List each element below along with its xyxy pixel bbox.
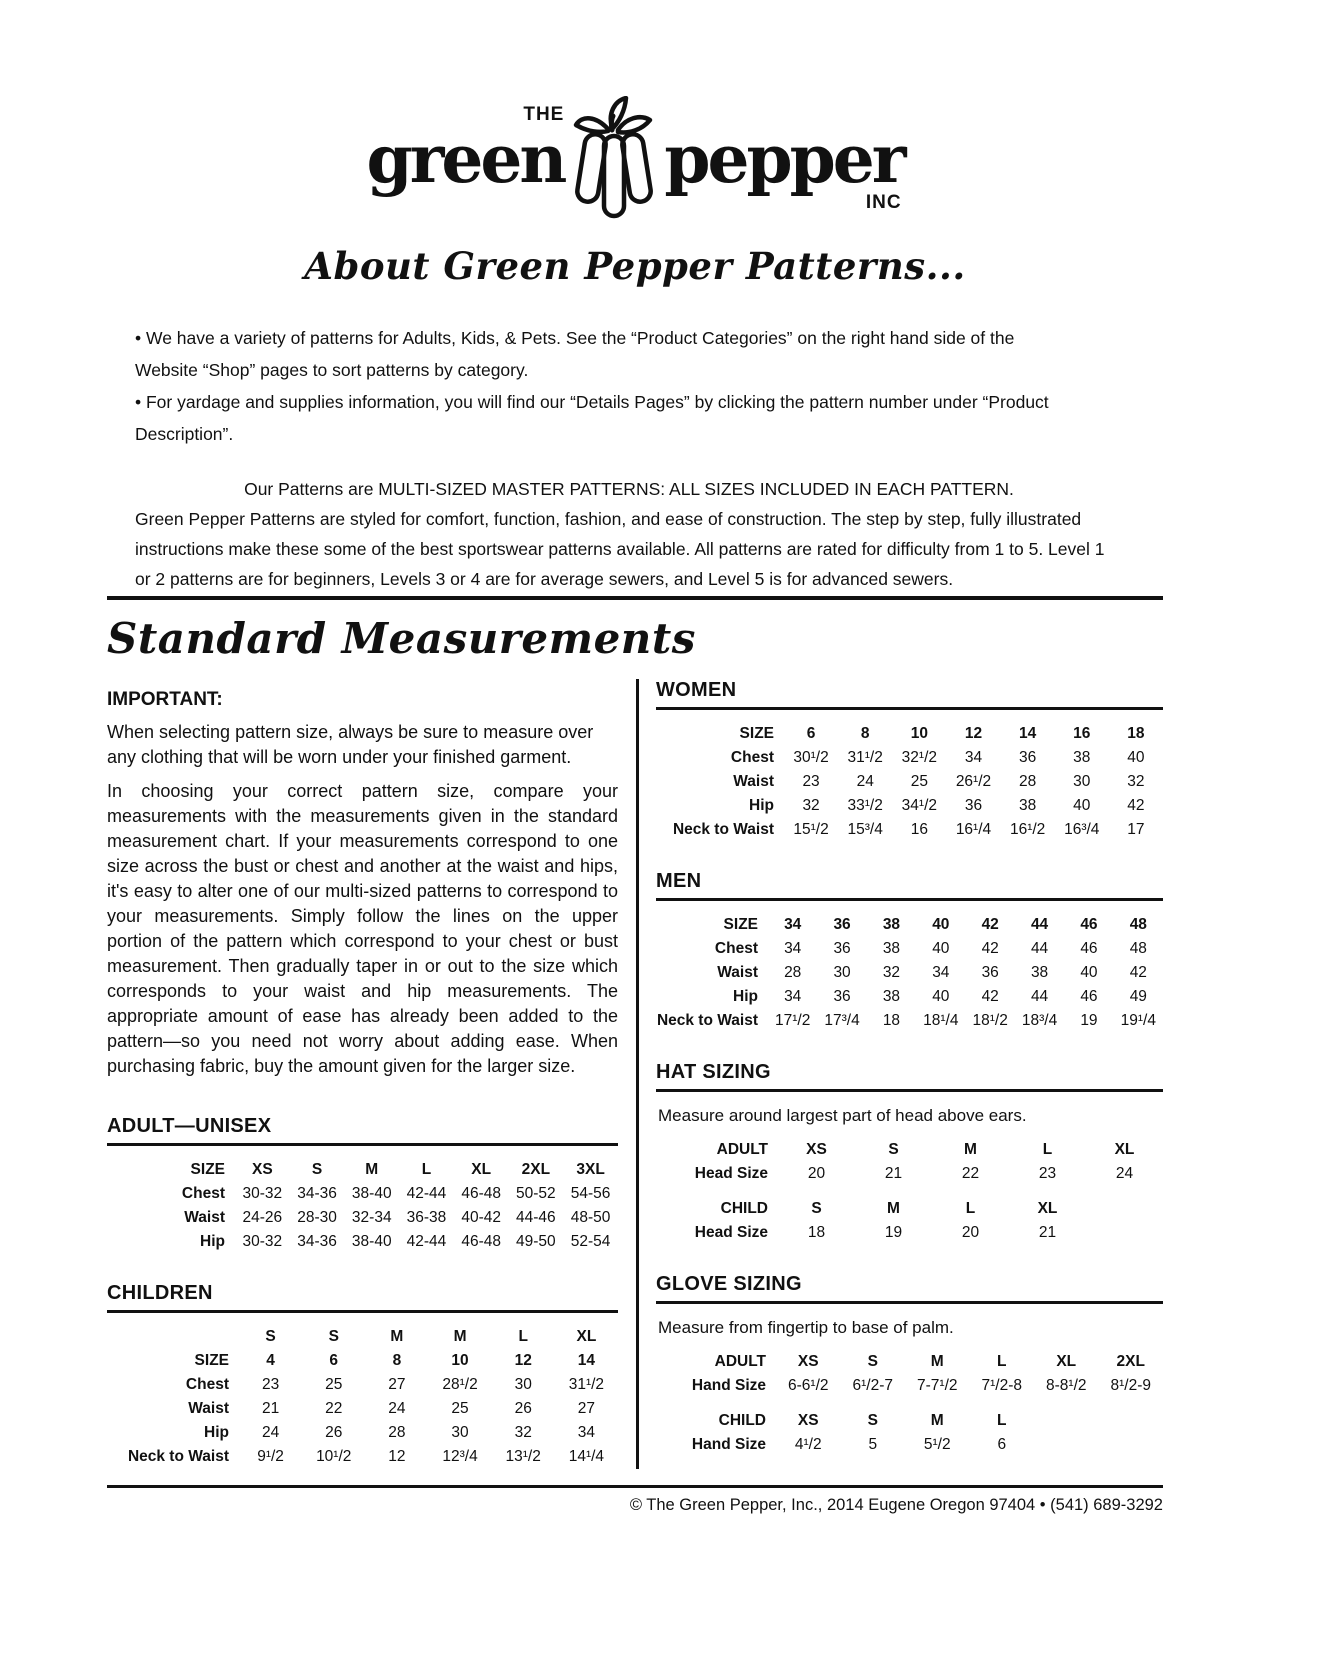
- measurement-cell: 40: [1080, 964, 1098, 981]
- measurement-cell: 4¹/2: [794, 1436, 822, 1453]
- measurement-cell: 6¹/2-7: [852, 1377, 893, 1394]
- logo-pepper-wrap: [664, 120, 904, 213]
- measurement-cell: [1099, 1398, 1164, 1433]
- women-table-body: [656, 722, 1163, 842]
- measurement-cell: 34: [932, 964, 950, 981]
- measurement-cell: 18³/4: [1021, 1012, 1058, 1029]
- measurement-cell: 20: [807, 1165, 826, 1182]
- measurement-cell: 21: [884, 1165, 903, 1182]
- row-label: SIZE: [190, 1161, 225, 1178]
- row-label: Waist: [717, 964, 758, 981]
- measurement-cell: 40: [1073, 797, 1091, 814]
- measurement-cell: [1086, 1221, 1163, 1245]
- measurement-cell: 14: [1019, 725, 1037, 742]
- measurement-cell: 42: [981, 940, 999, 957]
- measurement-cell: 42: [981, 916, 999, 933]
- logo-inc-text: INC: [865, 192, 902, 213]
- measurement-cell: 25: [325, 1376, 343, 1393]
- table-row: [656, 1433, 1163, 1457]
- measurement-cell: S: [867, 1353, 878, 1370]
- measurement-cell: 12: [514, 1352, 532, 1369]
- measurement-cell: L: [997, 1412, 1007, 1429]
- measurement-cell: 25: [910, 773, 928, 790]
- table-row: [107, 1158, 618, 1182]
- row-label: SIZE: [194, 1352, 229, 1369]
- glove-sizing-table-body: [656, 1350, 1163, 1457]
- measurement-cell: 24-26: [242, 1209, 283, 1226]
- measurement-cell: 7-7¹/2: [917, 1377, 958, 1394]
- measurement-cell: 42: [1129, 964, 1147, 981]
- table-row: [107, 1445, 618, 1469]
- measurement-cell: 42-44: [406, 1185, 447, 1202]
- measurement-cell: 38: [882, 988, 901, 1005]
- measurement-cell: 34: [784, 916, 802, 933]
- measurement-cell: 54-56: [570, 1185, 611, 1202]
- measurement-cell: 16³/4: [1064, 821, 1100, 838]
- intro-paragraph-body: Green Pepper Patterns are styled for comfort, function, fashion, and ease of construction. The step by step, fully illustrated instructions make these some of the best sportswear patterns available. All patterns are rated for difficulty from 1 to 5. Level 1 or 2 patterns are for beginners, Levels 3 or 4 are for average sewers, and Level 5 is for advanced sewers.: [135, 509, 1105, 589]
- measurement-cell: 24: [261, 1424, 280, 1441]
- measurement-cell: L: [1042, 1141, 1053, 1158]
- table-row: [107, 1349, 618, 1373]
- measurement-cell: 10: [910, 725, 928, 742]
- table-row: [107, 1182, 618, 1206]
- logo-pepper-text: pepper: [664, 120, 904, 198]
- row-label: SIZE: [739, 725, 774, 742]
- measurement-cell: 34-36: [297, 1185, 337, 1202]
- measurement-cell: 13¹/2: [505, 1448, 541, 1465]
- row-label: CHILD: [720, 1200, 768, 1217]
- table-row: [656, 1398, 1163, 1433]
- measurement-cell: 22: [325, 1400, 343, 1417]
- measurement-cell: 27: [388, 1376, 406, 1393]
- standard-measurements-title: Standard Measurements: [107, 614, 696, 663]
- intro-paragraph: [135, 474, 1123, 594]
- measurement-cell: 15³/4: [847, 821, 883, 838]
- measurement-cell: XL: [1114, 1141, 1135, 1158]
- measurement-cell: 49: [1129, 988, 1147, 1005]
- measurement-cell: XS: [797, 1353, 819, 1370]
- table-row: [656, 913, 1163, 937]
- green-pepper-logo: [107, 96, 1163, 224]
- row-label: ADULT: [714, 1353, 766, 1370]
- measurement-cell: 38: [1030, 964, 1049, 981]
- important-paragraph: When selecting pattern size, always be sure to measure over any clothing that will be worn under your finished garment.: [107, 722, 594, 767]
- table-row: [656, 1009, 1163, 1033]
- glove-sizing-table: [656, 1350, 1163, 1457]
- measurement-cell: [1099, 1433, 1164, 1457]
- measurement-cell: S: [811, 1200, 822, 1217]
- measurement-cell: 23: [1038, 1165, 1057, 1182]
- measurement-cell: 34¹/2: [901, 797, 938, 814]
- table-row: [107, 1206, 618, 1230]
- table-row: [107, 1397, 618, 1421]
- row-label: Neck to Waist: [656, 1012, 758, 1029]
- measurement-cell: M: [390, 1328, 404, 1345]
- two-column-layout: [107, 679, 1163, 1469]
- table-row: [656, 1374, 1163, 1398]
- glove-sizing-heading: GLOVE SIZING: [656, 1273, 1163, 1304]
- measurement-cell: L: [421, 1161, 432, 1178]
- pepper-icon: [568, 96, 660, 224]
- measurement-cell: 34-36: [297, 1233, 337, 1250]
- bullet-details-pages: • For yardage and supplies information, you will find our “Details Pages” by clicking the pattern number under “Product Description”.: [135, 392, 1049, 444]
- row-label: Hip: [200, 1233, 225, 1250]
- measurement-cell: 3XL: [576, 1161, 605, 1178]
- measurement-cell: 34: [784, 940, 802, 957]
- measurement-cell: 9¹/2: [257, 1448, 284, 1465]
- measurement-cell: 21: [1038, 1224, 1057, 1241]
- measurement-cell: 5: [868, 1436, 878, 1453]
- measurement-cell: 40: [932, 916, 950, 933]
- measurement-cell: 40: [932, 940, 950, 957]
- measurement-cell: 16¹/4: [955, 821, 992, 838]
- measurement-cell: 34: [964, 749, 983, 766]
- measurement-cell: [1034, 1433, 1099, 1457]
- measurement-cell: [1086, 1186, 1163, 1221]
- table-row: [656, 1221, 1163, 1245]
- measurement-cell: 32: [802, 797, 820, 814]
- measurement-cell: 6-6¹/2: [788, 1377, 829, 1394]
- men-table-body: [656, 913, 1163, 1033]
- measurement-cell: 8¹/2-9: [1110, 1377, 1151, 1394]
- left-column: [107, 679, 639, 1469]
- measurement-cell: XS: [806, 1141, 827, 1158]
- measurement-cell: 36: [833, 916, 851, 933]
- measurement-cell: 28-30: [297, 1209, 337, 1226]
- row-label: Neck to Waist: [127, 1448, 229, 1465]
- measurement-cell: 38-40: [351, 1185, 392, 1202]
- measurement-cell: 16: [910, 821, 928, 838]
- measurement-cell: 46: [1080, 988, 1098, 1005]
- measurement-cell: [1034, 1398, 1099, 1433]
- measurement-cell: 8: [860, 725, 870, 742]
- measurement-cell: 36-38: [406, 1209, 447, 1226]
- measurement-cell: L: [965, 1200, 976, 1217]
- measurement-cell: 16¹/2: [1009, 821, 1046, 838]
- table-row: [107, 1325, 618, 1349]
- row-label: Waist: [184, 1209, 225, 1226]
- measurement-cell: S: [867, 1412, 878, 1429]
- row-label: Neck to Waist: [672, 821, 774, 838]
- measurement-cell: 48-50: [570, 1209, 611, 1226]
- row-label: Hip: [733, 988, 758, 1005]
- row-label: Chest: [714, 940, 758, 957]
- measurement-cell: 30: [451, 1424, 469, 1441]
- measurement-cell: 14: [577, 1352, 596, 1369]
- measurement-cell: XL: [471, 1161, 492, 1178]
- measurement-cell: S: [328, 1328, 339, 1345]
- table-row: [107, 1230, 618, 1254]
- measurement-cell: 49-50: [516, 1233, 556, 1250]
- measurement-cell: 16: [1073, 725, 1091, 742]
- measurement-cell: 52-54: [570, 1233, 611, 1250]
- row-label: Hip: [749, 797, 774, 814]
- row-label: CHILD: [718, 1412, 766, 1429]
- measurement-cell: S: [311, 1161, 323, 1178]
- measurement-cell: 38-40: [351, 1233, 392, 1250]
- measurement-cell: 17¹/2: [775, 1012, 811, 1029]
- measurement-cell: 40: [1127, 749, 1145, 766]
- table-row: [656, 722, 1163, 746]
- intro-paragraph-lead: Our Patterns are MULTI-SIZED MASTER PATTERNS: ALL SIZES INCLUDED IN EACH PATTERN.: [244, 479, 1014, 499]
- measurement-cell: 28: [1019, 773, 1037, 790]
- row-label: Waist: [733, 773, 774, 790]
- hat-sizing-note: Measure around largest part of head above ears.: [658, 1106, 1027, 1125]
- measurement-cell: 12: [964, 725, 983, 742]
- measurement-cell: 44: [1030, 916, 1049, 933]
- measurement-cell: L: [997, 1353, 1007, 1370]
- logo-green-wrap: [366, 104, 565, 198]
- row-label: ADULT: [716, 1141, 768, 1158]
- measurement-cell: 48: [1129, 916, 1147, 933]
- measurement-cell: XS: [797, 1412, 819, 1429]
- measurement-cell: 8: [392, 1352, 402, 1369]
- table-row: [656, 985, 1163, 1009]
- measurement-cell: 30: [833, 964, 851, 981]
- measurement-cell: 19: [884, 1224, 903, 1241]
- copyright-footer: © The Green Pepper, Inc., 2014 Eugene Oregon 97404 • (541) 689-3292: [107, 1485, 1163, 1515]
- measurement-cell: 20: [961, 1224, 980, 1241]
- measurement-cell: 23: [261, 1376, 280, 1393]
- measurement-cell: 2XL: [1116, 1353, 1145, 1370]
- measurement-cell: S: [265, 1328, 276, 1345]
- table-row: [656, 794, 1163, 818]
- table-row: [656, 746, 1163, 770]
- measurement-cell: 42-44: [406, 1233, 447, 1250]
- logo-green-text: green: [366, 120, 565, 198]
- measurement-cell: 6: [329, 1352, 339, 1369]
- measurement-cell: 36: [981, 964, 999, 981]
- measurement-cell: 34: [577, 1424, 596, 1441]
- row-label: Chest: [730, 749, 774, 766]
- measurement-cell: 27: [577, 1400, 596, 1417]
- measurement-cell: 12³/4: [442, 1448, 478, 1465]
- measurement-cell: 18: [807, 1224, 826, 1241]
- row-label: Waist: [188, 1400, 229, 1417]
- measurement-cell: 2XL: [521, 1161, 551, 1178]
- measurement-cell: 6: [806, 725, 816, 742]
- measurement-cell: 38: [1019, 797, 1037, 814]
- measurement-cell: 46: [1080, 916, 1098, 933]
- section-divider-rule: [107, 596, 1163, 600]
- measurement-cell: S: [888, 1141, 899, 1158]
- sizing-instructions-paragraph: In choosing your correct pattern size, compare your measurements with the measurements given in the standard measurement chart. If your measurements correspond to one size across the bust or chest and another at the waist and hips, it's easy to alter one of our multi-sized patterns to correspond to your measurements. Simply follow the lines on the upper portion of the pattern which correspond to your chest or bust measurement. Then gradually taper in or out to the size which corresponds to your waist and hip measurements. The appropriate amount of ease has already been added to the pattern—so you need not worry about adding ease. When purchasing fabric, buy the amount given for the larger size.: [107, 781, 618, 1076]
- measurement-cell: 25: [451, 1400, 469, 1417]
- measurement-cell: 12: [388, 1448, 406, 1465]
- children-table: [107, 1325, 618, 1469]
- measurement-cell: 48: [1129, 940, 1147, 957]
- row-label: Head Size: [694, 1165, 768, 1182]
- measurement-cell: 30: [514, 1376, 532, 1393]
- measurement-cell: 42: [981, 988, 999, 1005]
- table-row: [656, 1162, 1163, 1186]
- measurement-cell: 44: [1030, 940, 1049, 957]
- measurement-cell: M: [453, 1328, 467, 1345]
- table-row: [107, 1373, 618, 1397]
- row-label: Hand Size: [691, 1377, 766, 1394]
- measurement-cell: 23: [802, 773, 820, 790]
- measurement-cell: XS: [252, 1161, 273, 1178]
- measurement-cell: 30: [1073, 773, 1091, 790]
- men-table: [656, 913, 1163, 1033]
- measurement-cell: 26: [514, 1400, 532, 1417]
- measurement-cell: 22: [961, 1165, 980, 1182]
- measurement-cell: 38: [1073, 749, 1091, 766]
- measurement-cell: 44-46: [516, 1209, 556, 1226]
- measurement-cell: 36: [1019, 749, 1037, 766]
- measurement-cell: 30¹/2: [793, 749, 829, 766]
- measurement-cell: 17: [1127, 821, 1145, 838]
- women-heading: WOMEN: [656, 679, 1163, 710]
- measurement-cell: 26: [325, 1424, 343, 1441]
- measurement-cell: 36: [964, 797, 983, 814]
- measurement-cell: M: [930, 1353, 944, 1370]
- row-label: [107, 1325, 239, 1349]
- measurement-cell: XL: [576, 1328, 597, 1345]
- measurement-cell: 10¹/2: [316, 1448, 352, 1465]
- measurement-cell: 33¹/2: [847, 797, 883, 814]
- measurement-cell: 18¹/2: [972, 1012, 1008, 1029]
- page-title: About Green Pepper Patterns...: [304, 244, 966, 288]
- measurement-cell: 6: [997, 1436, 1007, 1453]
- measurement-cell: 7¹/2-8: [981, 1377, 1022, 1394]
- measurement-cell: 14¹/4: [568, 1448, 605, 1465]
- hat-sizing-table-body: [656, 1138, 1163, 1245]
- children-heading: CHILDREN: [107, 1282, 618, 1313]
- table-row: [656, 1186, 1163, 1221]
- row-label: Hand Size: [691, 1436, 766, 1453]
- measurement-cell: 19¹/4: [1120, 1012, 1156, 1029]
- measurement-cell: 8-8¹/2: [1046, 1377, 1087, 1394]
- measurement-cell: 18: [882, 1012, 901, 1029]
- measurement-cell: 40-42: [461, 1209, 501, 1226]
- measurement-cell: 32: [514, 1424, 532, 1441]
- row-label: SIZE: [723, 916, 758, 933]
- adult-unisex-heading: ADULT—UNISEX: [107, 1115, 618, 1146]
- table-row: [656, 961, 1163, 985]
- table-row: [656, 770, 1163, 794]
- measurement-cell: 46-48: [461, 1185, 501, 1202]
- measurement-cell: 46: [1080, 940, 1098, 957]
- measurement-cell: 24: [1115, 1165, 1134, 1182]
- men-heading: MEN: [656, 870, 1163, 901]
- measurement-cell: 4: [266, 1352, 275, 1369]
- measurement-cell: 15¹/2: [793, 821, 829, 838]
- measurement-cell: 44: [1030, 988, 1049, 1005]
- measurement-cell: 30-32: [242, 1233, 283, 1250]
- measurement-cell: 31¹/2: [847, 749, 883, 766]
- measurement-cell: XL: [1037, 1200, 1058, 1217]
- measurement-cell: 24: [388, 1400, 406, 1417]
- measurement-cell: XL: [1056, 1353, 1077, 1370]
- measurement-cell: 34: [784, 988, 802, 1005]
- measurement-cell: 26¹/2: [955, 773, 992, 790]
- measurement-cell: 46-48: [461, 1233, 501, 1250]
- measurement-cell: M: [964, 1141, 977, 1158]
- children-table-body: [107, 1325, 618, 1469]
- row-label: Head Size: [694, 1224, 768, 1241]
- measurement-cell: 38: [882, 916, 901, 933]
- row-label: Chest: [185, 1376, 229, 1393]
- measurement-cell: 36: [833, 988, 851, 1005]
- adult-unisex-table: [107, 1158, 618, 1254]
- measurement-cell: M: [930, 1412, 944, 1429]
- row-label: Hip: [204, 1424, 229, 1441]
- measurement-cell: 42: [1127, 797, 1145, 814]
- glove-sizing-note: Measure from fingertip to base of palm.: [658, 1318, 954, 1337]
- table-row: [656, 1138, 1163, 1162]
- table-row: [107, 1421, 618, 1445]
- measurement-cell: 38: [882, 940, 901, 957]
- table-row: [656, 1350, 1163, 1374]
- table-row: [656, 818, 1163, 842]
- measurement-cell: M: [887, 1200, 900, 1217]
- measurement-cell: 24: [856, 773, 874, 790]
- measurement-cell: 30-32: [242, 1185, 283, 1202]
- adult-unisex-table-body: [107, 1158, 618, 1254]
- measurement-cell: L: [518, 1328, 528, 1345]
- table-row: [656, 937, 1163, 961]
- row-label: Chest: [181, 1185, 225, 1202]
- intro-bullets: [135, 322, 1073, 450]
- measurement-cell: 18: [1127, 725, 1145, 742]
- measurement-cell: 36: [833, 940, 851, 957]
- measurement-cell: 50-52: [516, 1185, 556, 1202]
- measurement-cell: 31¹/2: [568, 1376, 605, 1393]
- measurement-cell: 10: [451, 1352, 469, 1369]
- measurement-cell: 28: [388, 1424, 406, 1441]
- measurement-cell: 32: [882, 964, 901, 981]
- measurement-cell: 5¹/2: [923, 1436, 951, 1453]
- measurement-cell: 19: [1080, 1012, 1098, 1029]
- measurement-cell: 21: [261, 1400, 280, 1417]
- right-column: [639, 679, 1163, 1469]
- measurement-cell: 28: [784, 964, 802, 981]
- measurement-cell: 28¹/2: [442, 1376, 478, 1393]
- measurement-cell: M: [365, 1161, 379, 1178]
- women-table: [656, 722, 1163, 842]
- measurement-cell: 17³/4: [824, 1012, 860, 1029]
- measurement-cell: 32¹/2: [901, 749, 938, 766]
- measurement-cell: 32: [1127, 773, 1145, 790]
- logo-the-text: THE: [523, 104, 565, 125]
- important-label: IMPORTANT:: [107, 689, 223, 710]
- measurement-cell: 40: [932, 988, 950, 1005]
- measurement-cell: 32-34: [351, 1209, 392, 1226]
- hat-sizing-heading: HAT SIZING: [656, 1061, 1163, 1092]
- bullet-product-categories: • We have a variety of patterns for Adults, Kids, & Pets. See the “Product Categories” on the right hand side of the Website “Shop” pages to sort patterns by category.: [135, 328, 1015, 380]
- measurement-cell: 18¹/4: [923, 1012, 959, 1029]
- hat-sizing-table: [656, 1138, 1163, 1245]
